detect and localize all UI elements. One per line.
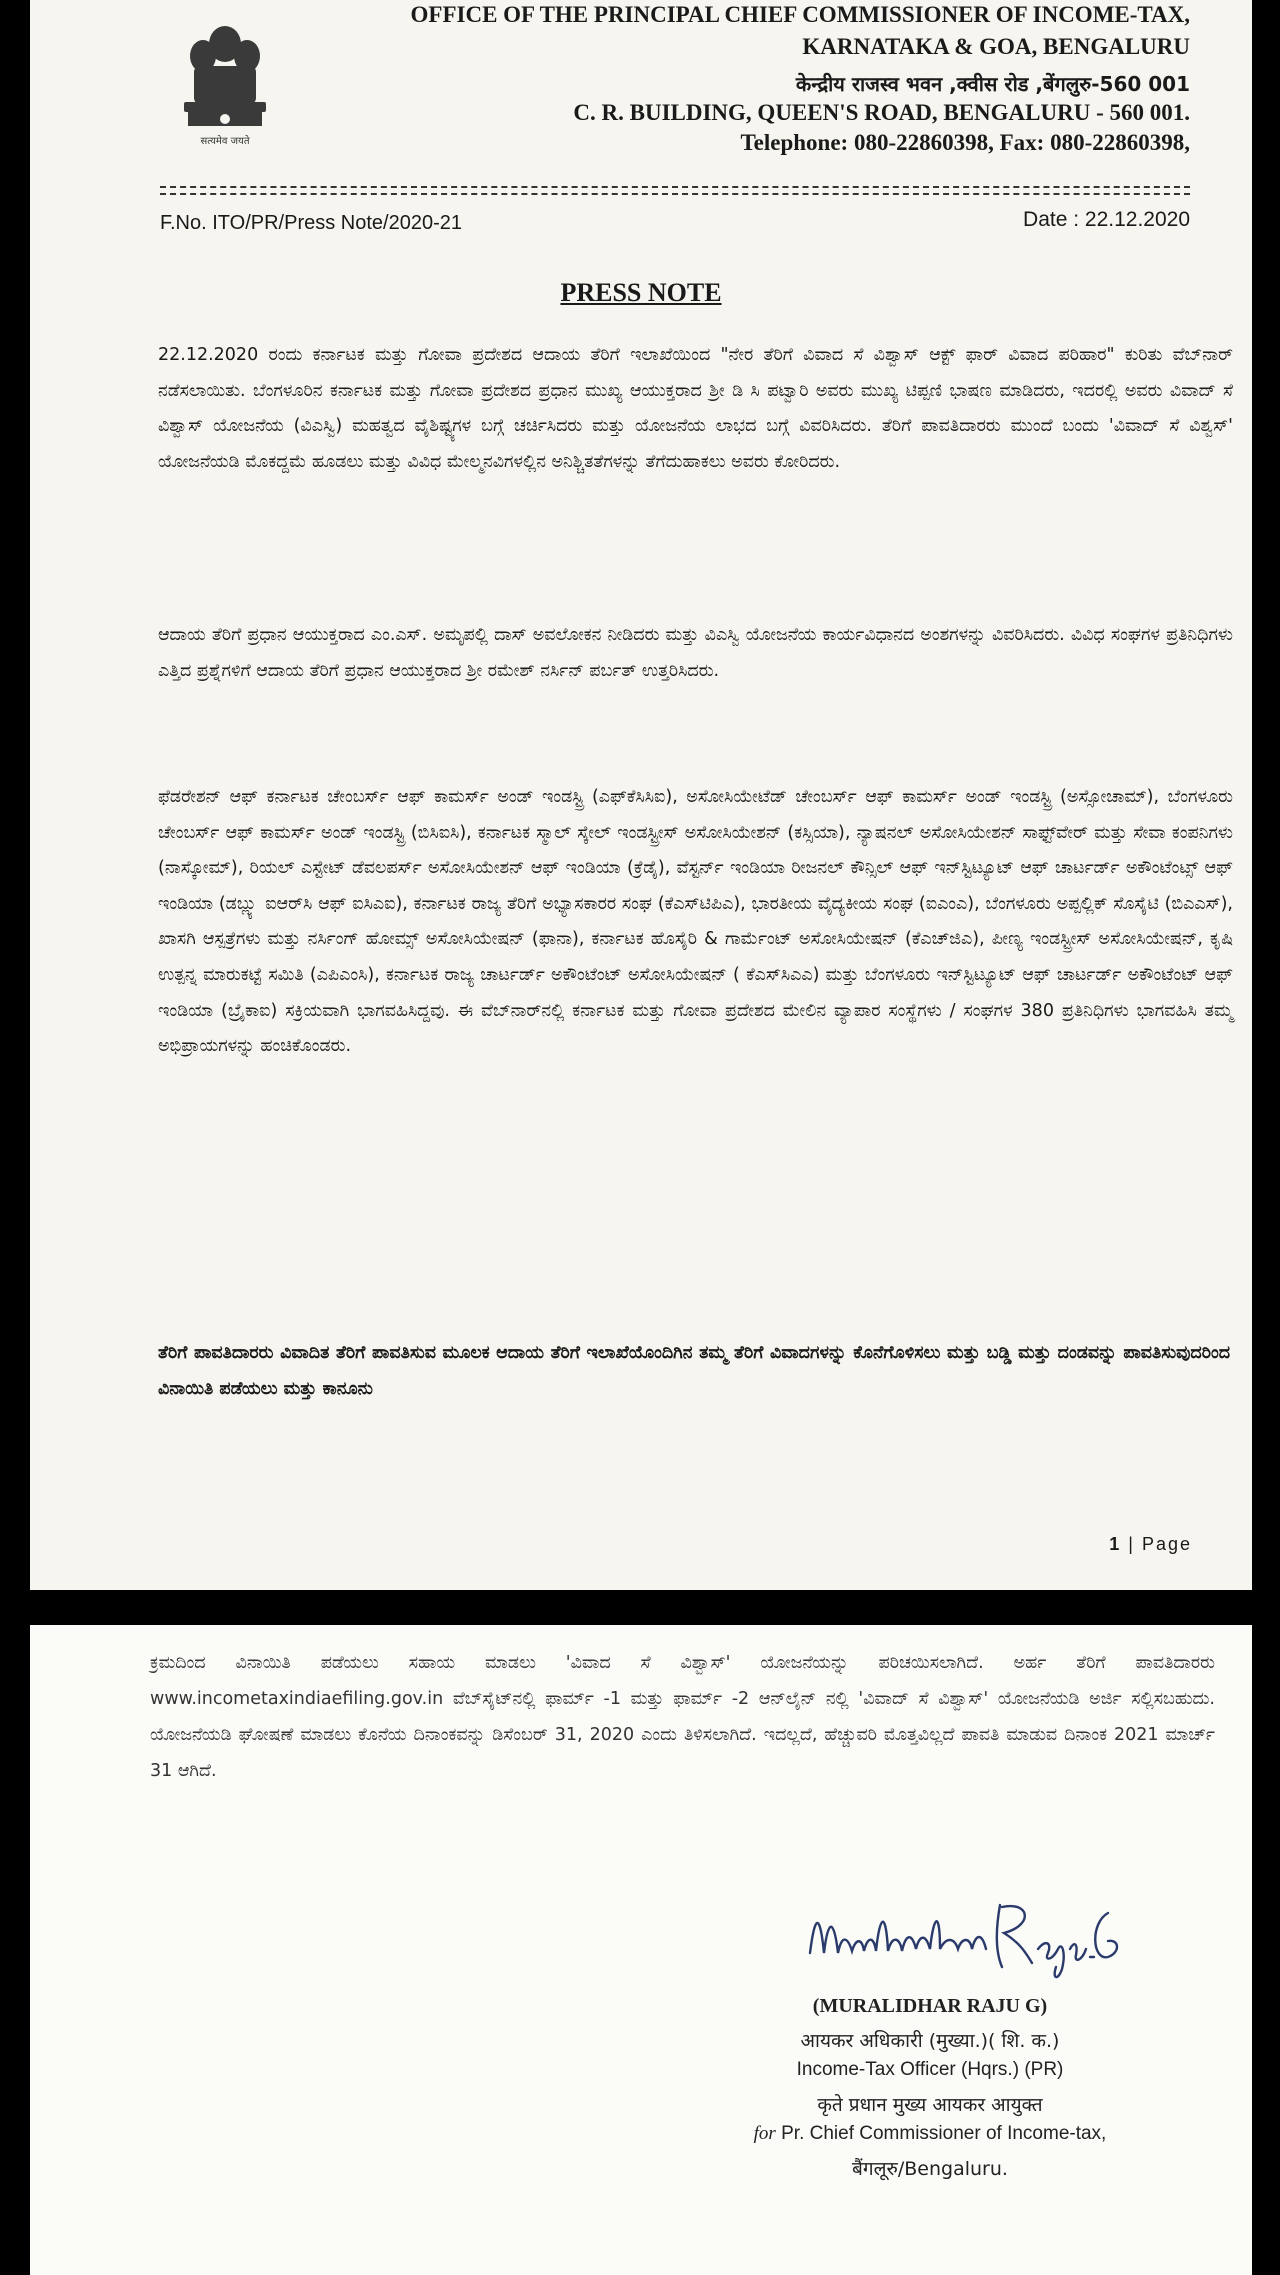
office-address-english: C. R. BUILDING, QUEEN'S ROAD, BENGALURU - 560 001. [573,100,1190,125]
document-date: Date : 22.12.2020 [1023,208,1190,231]
page-number-separator: | [1121,1534,1142,1554]
emblem-motto: सत्यमेव जयते [200,136,250,147]
document-title: PRESS NOTE [560,278,722,307]
office-title-line2: KARNATAKA & GOA, BENGALURU [802,34,1190,59]
office-telephone: Telephone: 080-22860398, Fax: 080-22860398, [740,130,1190,155]
signatory-for-hindi: कृते प्रधान मुख्य आयकर आयुक्त [817,2094,1043,2116]
signatory-city: बैंगलूरु/Bengaluru. [852,2158,1008,2180]
signatory-designation-english: Income-Tax Officer (Hqrs.) (PR) [796,2059,1064,2080]
header-divider-bottom [160,193,1190,195]
paragraph-scheme-purpose: ತೆರಿಗೆ ಪಾವತಿದಾರರು ವಿವಾದಿತ ತೆರಿಗೆ ಪಾವತಿಸುವ ಮೂಲಕ ಆದಾಯ ತೆರಿಗೆ ಇಲಾಖೆಯೊಂದಿಗಿನ ತಮ್ಮ ತೆರಿಗೆ ವಿವಾದಗಳನ್ನು ಕೊನೆಗೊಳಿಸಲು ಮತ್ತು ಬಡ್ಡಿ ಮತ್ತು ದಂಡವನ್ನು ಪಾವತಿಸುವುದರಿಂದ ವಿನಾಯಿತಿ ಪಡೆಯಲು ಮತ್ತು ಕಾನೂನು [158,1343,1230,1399]
paragraph-participants: ಫೆಡರೇಶನ್ ಆಫ್ ಕರ್ನಾಟಕ ಚೇಂಬರ್ಸ್ ಆಫ್ ಕಾಮರ್ಸ್ ಅಂಡ್ ಇಂಡಸ್ಟ್ರಿ (ಎಫ್‌ಕೆಸಿಸಿಐ), ಅಸೋಸಿಯೇಟೆಡ್ ಚೇಂಬರ್ಸ್ ಆಫ್ ಕಾಮರ್ಸ್ ಅಂಡ್ ಇಂಡಸ್ಟ್ರಿ (ಅಸ್ಸೋಚಾಮ್), ಬೆಂಗಳೂರು ಚೇಂಬರ್ಸ್ ಆಫ್ ಕಾಮರ್ಸ್ ಅಂಡ್ ಇಂಡಸ್ಟ್ರಿ (ಬಿಸಿಐಸಿ), ಕರ್ನಾಟಕ ಸ್ಮಾಲ್ ಸ್ಕೇಲ್ ಇಂಡಸ್ಟ್ರೀಸ್ ಅಸೋಸಿಯೇಶನ್ (ಕಸ್ಸಿಯಾ), ನ್ಯಾಷನಲ್ ಅಸೋಸಿಯೇಶನ್ ಸಾಫ್ಟ್‌ವೇರ್ ಮತ್ತು ಸೇವಾ ಕಂಪನಿಗಳು (ನಾಸ್ಕೋಮ್), ರಿಯಲ್ ಎಸ್ಟೇಟ್ ಡೆವಲಪರ್ಸ್ ಅಸೋಸಿಯೇಶನ್ ಆಫ್ ಇಂಡಿಯಾ (ಕ್ರೆಡೈ), ವೆಸ್ಟರ್ನ್ ಇಂಡಿಯಾ ರೀಜನಲ್ ಕೌನ್ಸಿಲ್ ಆಫ್ ಇನ್‌ಸ್ಟಿಟ್ಯೂಟ್ ಆಫ್ ಚಾರ್ಟರ್ಡ್ ಅಕೌಂಟೆಂಟ್ಸ್ ಆಫ್ ಇಂಡಿಯಾ (ಡಬ್ಲ್ಯು ಐಆರ್‌ಸಿ ಆಫ್ ಐಸಿಎಐ), ಕರ್ನಾಟಕ ರಾಜ್ಯ ತೆರಿಗೆ ಅಭ್ಯಾಸಕಾರರ ಸಂಘ (ಕೆಎಸ್‌ಟಿಪಿಎ), ಭಾರತೀಯ ವೈದ್ಯಕೀಯ ಸಂಘ (ಐಎಂಎ), ಬೆಂಗಳೂರು ಅಪ್ಪಲ್ಲಿಕ್ ಸೊಸೈಟಿ (ಬಿಎಎಸ್), ಖಾಸಗಿ ಆಸ್ಪತ್ರೆಗಳು ಮತ್ತು ನರ್ಸಿಂಗ್ ಹೋಮ್ಸ್ ಅಸೋಸಿಯೇಷನ್ (ಫಾನಾ), ಕರ್ನಾಟಕ ಹೊಸೈರಿ & ಗಾರ್ಮೆಂಟ್ ಅಸೋಸಿಯೇಷನ್ (ಕೆಎಚ್‌ಜಿಎ), ಪೀಣ್ಯ ಇಂಡಸ್ಟ್ರೀಸ್ ಅಸೋಸಿಯೇಷನ್, ಕೃಷಿ ಉತ್ಪನ್ನ ಮಾರುಕಟ್ಟೆ ಸಮಿತಿ (ಎಪಿಎಂಸಿ), ಕರ್ನಾಟಕ ರಾಜ್ಯ ಚಾರ್ಟರ್ಡ್ ಅಕೌಂಟೆಂಟ್ ಅಸೋಸಿಯೇಷನ್ ( ಕೆಎಸ್‌ಸಿಎಎ) ಮತ್ತು ಬೆಂಗಳೂರು ಇನ್‌ಸ್ಟಿಟ್ಯೂಟ್ ಆಫ್ ಚಾರ್ಟರ್ಡ್ ಅಕೌಂಟೆಂಟ್ ಆಫ್ ಇಂಡಿಯಾ (ಬ್ರೈಕಾಐ) ಸಕ್ರಿಯವಾಗಿ ಭಾಗವಹಿಸಿದ್ದವು. ಈ ವೆಬ್‌ನಾರ್‌ನಲ್ಲಿ ಕರ್ನಾಟಕ ಮತ್ತು ಗೋವಾ ಪ್ರದೇಶದ ಮೇಲಿನ ವ್ಯಾಪಾರ ಸಂಸ್ಥೆಗಳು / ಸಂಘಗಳ 380 ಪ್ರತಿನಿಧಿಗಳು ಭಾಗವಹಿಸಿ ತಮ್ಮ ಅಭಿಪ್ರಾಯಗಳನ್ನು ಹಂಚಿಕೊಂಡರು. [158,787,1233,1057]
office-address-hindi: केन्द्रीय राजस्व भवन ,क्वीस रोड ,बेंगलुरु-560 001 [795,72,1190,96]
signatory-name: (MURALIDHAR RAJU G) [812,1995,1048,2017]
national-emblem-icon [170,14,280,154]
signatory-for-english [670,2123,1190,2145]
signatory-for-prefix: for [753,2123,776,2144]
office-title-line1: OFFICE OF THE PRINCIPAL CHIEF COMMISSIONER OF INCOME-TAX, [410,2,1190,27]
signatory-designation-hindi: आयकर अधिकारी (मुख्या.)( शि. क.) [800,2030,1060,2052]
header-divider-top [160,186,1190,188]
page-number [1109,1534,1192,1555]
handwritten-signature [790,1883,1130,1993]
press-note-page-1 [30,0,1252,1590]
page-number-value: 1 [1109,1534,1122,1554]
paragraph-overview: ಆದಾಯ ತೆರಿಗೆ ಪ್ರಧಾನ ಆಯುಕ್ತರಾದ ಎಂ.ಎಸ್. ಅಮೃಪಲ್ಲಿ ದಾಸ್ ಅವಲೋಕನ ನೀಡಿದರು ಮತ್ತು ವಿಎಸ್ವಿ ಯೋಜನೆಯ ಕಾರ್ಯವಿಧಾನದ ಅಂಶಗಳನ್ನು ವಿವರಿಸಿದರು. ವಿವಿಧ ಸಂಘಗಳ ಪ್ರತಿನಿಧಿಗಳು ಎತ್ತಿದ ಪ್ರಶ್ನೆಗಳಿಗೆ ಆದಾಯ ತೆರಿಗೆ ಪ್ರಧಾನ ಆಯುಕ್ತರಾದ ಶ್ರೀ ರಮೇಶ್ ನರ್ಸಿನ್ ಪರ್ಬತ್ ಉತ್ತರಿಸಿದರು. [158,625,1233,681]
file-number: F.No. ITO/PR/Press Note/2020-21 [160,212,462,234]
page-number-label: Page [1141,1534,1192,1554]
press-note-page-2 [30,1625,1252,2275]
signature-text: Muralidhar Raju G [790,1883,799,1884]
paragraph-webinar-intro: 22.12.2020 ರಂದು ಕರ್ನಾಟಕ ಮತ್ತು ಗೋವಾ ಪ್ರದೇಶದ ಆದಾಯ ತೆರಿಗೆ ಇಲಾಖೆಯಿಂದ "ನೇರ ತೆರಿಗೆ ವಿವಾದ ಸೆ ವಿಶ್ವಾಸ್ ಆಕ್ಟ್ ಫಾರ್ ವಿವಾದ ಪರಿಹಾರ" ಕುರಿತು ವೆಬ್‌ನಾರ್ ನಡೆಸಲಾಯಿತು. ಬೆಂಗಳೂರಿನ ಕರ್ನಾಟಕ ಮತ್ತು ಗೋವಾ ಪ್ರದೇಶದ ಪ್ರಧಾನ ಮುಖ್ಯ ಆಯುಕ್ತರಾದ ಶ್ರೀ ಡಿ ಸಿ ಪಟ್ವಾರಿ ಅವರು ಮುಖ್ಯ ಟಿಪ್ಪಣಿ ಭಾಷಣ ಮಾಡಿದರು, ಇದರಲ್ಲಿ ಅವರು ವಿವಾದ್ ಸೆ ವಿಶ್ವಾಸ್ ಯೋಜನೆಯ (ವಿಎಸ್ವಿ) ಮಹತ್ವದ ವೈಶಿಷ್ಟ್ಯಗಳ ಬಗ್ಗೆ ಚರ್ಚಿಸಿದರು ಮತ್ತು ಯೋಜನೆಯ ಲಾಭದ ಬಗ್ಗೆ ವಿವರಿಸಿದರು. ತೆರಿಗೆ ಪಾವತಿದಾರರು ಮುಂದೆ ಬಂದು 'ವಿವಾದ್ ಸೆ ವಿಶ್ವಸ್' ಯೋಜನೆಯಡಿ ಮೊಕದ್ದಮೆ ಹೂಡಲು ಮತ್ತು ವಿವಿಧ ಮೇಲ್ಮನವಿಗಳಲ್ಲಿನ ಅನಿಶ್ಚಿತತೆಗಳನ್ನು ತೆಗೆದುಹಾಕಲು ಅವರು ಕೋರಿದರು. [158,345,1233,472]
paragraph-scheme-details: ಕ್ರಮದಿಂದ ವಿನಾಯಿತಿ ಪಡೆಯಲು ಸಹಾಯ ಮಾಡಲು 'ವಿವಾದ ಸೆ ವಿಶ್ವಾಸ್' ಯೋಜನೆಯನ್ನು ಪರಿಚಯಿಸಲಾಗಿದೆ. ಅರ್ಹ ತೆರಿಗೆ ಪಾವತಿದಾರರು www.incometaxindiaefiling.gov.in ವೆಬ್‌ಸೈಟ್‌ನಲ್ಲಿ ಫಾರ್ಮ್ -1 ಮತ್ತು ಫಾರ್ಮ್ -2 ಆನ್‌ಲೈನ್ ನಲ್ಲಿ 'ವಿವಾದ್ ಸೆ ವಿಶ್ವಾಸ್' ಯೋಜನೆಯಡಿ ಅರ್ಜಿ ಸಲ್ಲಿಸಬಹುದು. ಯೋಜನೆಯಡಿ ಘೋಷಣೆ ಮಾಡಲು ಕೊನೆಯ ದಿನಾಂಕವನ್ನು ಡಿಸೆಂಬರ್ 31, 2020 ಎಂದು ತಿಳಿಸಲಾಗಿದೆ. ಇದಲ್ಲದೆ, ಹೆಚ್ಚುವರಿ ಮೊತ್ತವಿಲ್ಲದೆ ಪಾವತಿ ಮಾಡುವ ದಿನಾಂಕ 2021 ಮಾರ್ಚ್ 31 ಆಗಿದೆ. [150,1653,1215,1781]
signatory-for-office: Pr. Chief Commissioner of Income-tax, [775,2123,1107,2144]
